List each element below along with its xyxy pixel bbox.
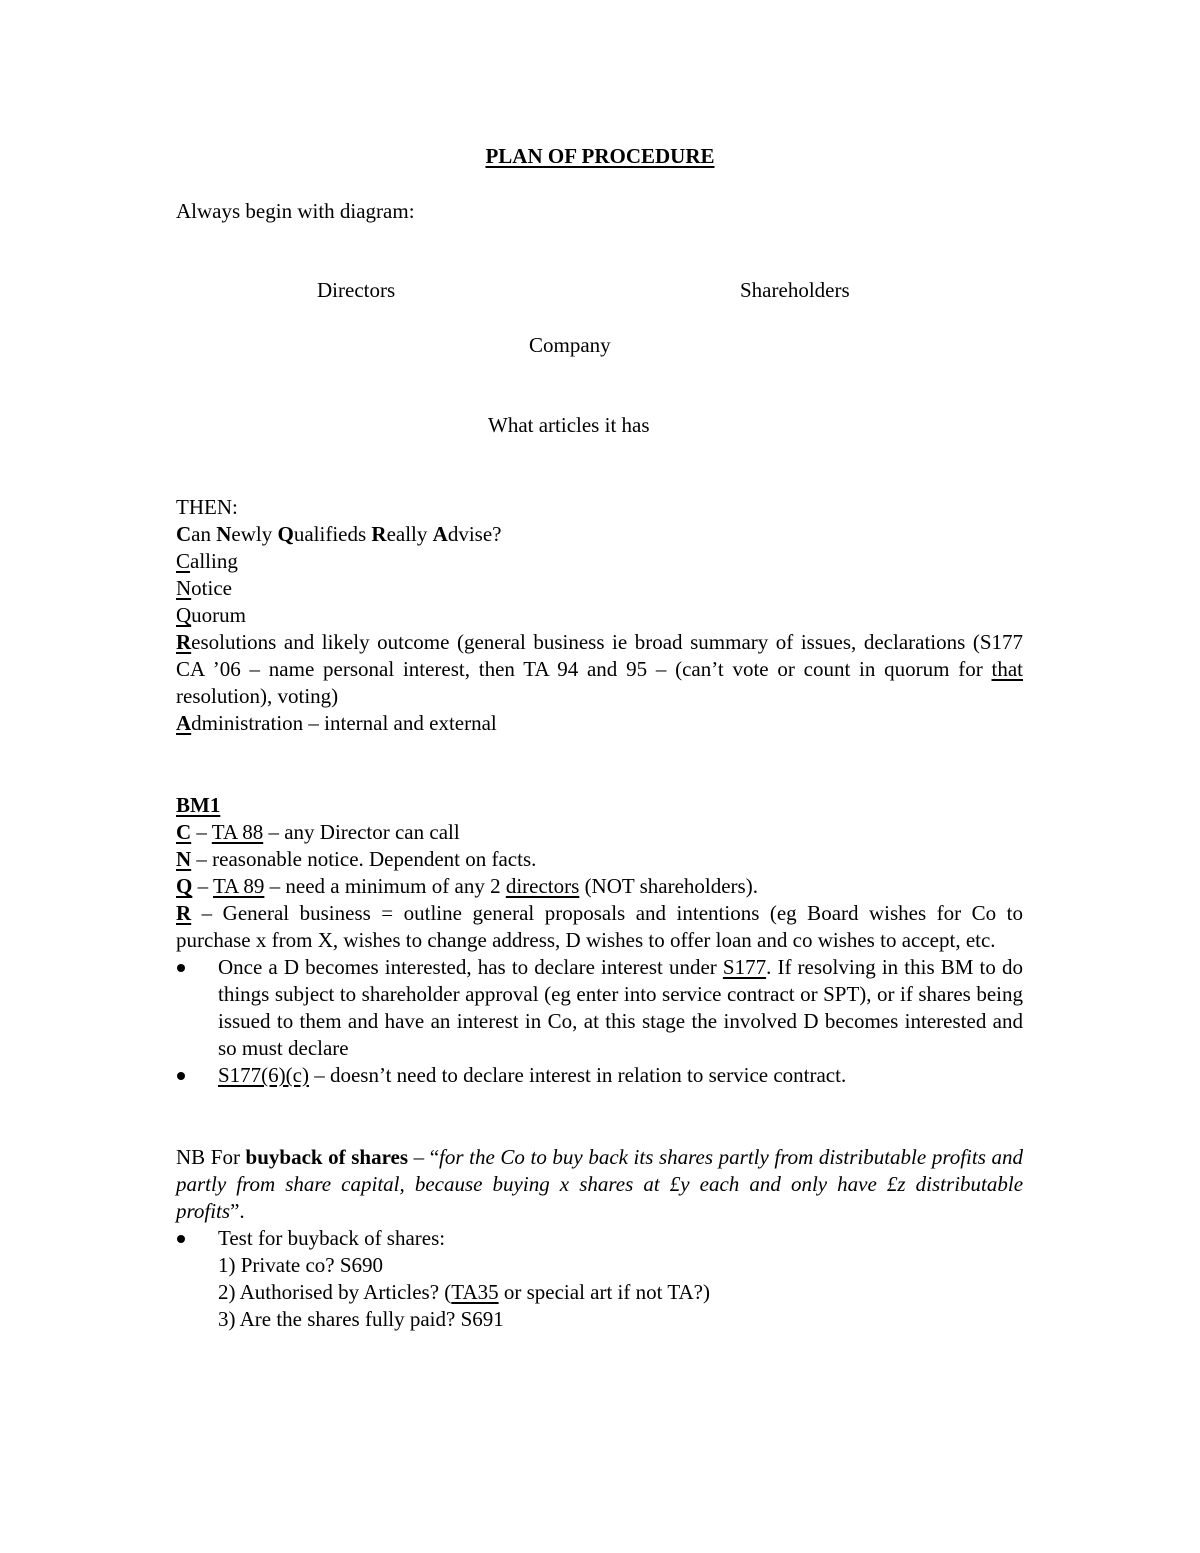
then-heading: THEN: (176, 495, 238, 519)
mnemonic-word: dvise? (447, 522, 502, 546)
item-rest: esolutions and likely outcome (general business ie broad summary of issues, (191, 630, 857, 654)
list-item (176, 1225, 1023, 1252)
item-administration (176, 710, 1023, 737)
bullet-icon (177, 1072, 185, 1080)
bm1-emphasis: directors (505, 874, 580, 898)
buyback-term: buyback of shares (245, 1145, 409, 1169)
test-item: 3) Are the shares fully paid? S691 (218, 1307, 504, 1331)
item-resolutions (176, 629, 1023, 710)
mnemonic-letter: A (432, 522, 448, 546)
bm1-sep: – (191, 820, 212, 844)
test-text: 2) Authorised by Articles? ( (218, 1280, 452, 1304)
item-letter: C (176, 549, 191, 573)
bullet-icon (177, 964, 185, 972)
bm1-text: (NOT shareholders). (579, 874, 758, 898)
buyback-section (176, 1144, 1023, 1333)
buyback-quote-line3: £z distributable profits (176, 1172, 1024, 1223)
bullet-text: Once a D becomes interested, has to declare interest under (218, 955, 723, 979)
buyback-quote-line2: profits and partly from share capital, because buying x shares at £y each and only have (176, 1145, 1023, 1196)
mnemonic-word: ewly (231, 522, 278, 546)
bullet-ref: S177(6)(c) (218, 1063, 309, 1087)
bm1-text: – reasonable notice. Dependent on facts. (191, 847, 537, 871)
item-rest-line3-post: resolution), voting) (176, 684, 339, 708)
bullet-icon (177, 1235, 185, 1243)
mnemonic-line (176, 521, 1023, 548)
bm1-text-line3: accept, etc. (901, 928, 996, 952)
item-rest-line3-pre: count in quorum for (803, 657, 992, 681)
buyback-quote: for the Co to buy back its shares partly from distributable (439, 1145, 927, 1169)
bm1-text: – General business = outline general proposals and intentions (eg Board wishes for Co (191, 901, 997, 925)
bm1-calling (176, 819, 1023, 846)
diagram-directors: Directors (317, 278, 396, 302)
mnemonic-letter: N (216, 522, 232, 546)
bm1-ref: TA 88 (211, 820, 264, 844)
bullet-text: – doesn’t need to declare interest in relation to service contract. (308, 1063, 847, 1087)
buyback-quote-end: ”. (230, 1199, 245, 1223)
then-section (176, 494, 1023, 737)
test-heading: Test for buyback of shares: (218, 1226, 446, 1250)
item-calling (176, 548, 1023, 575)
bm1-letter: C (176, 820, 192, 844)
bullet-text: . If resolving in this (766, 955, 935, 979)
bm1-heading: BM1 (176, 793, 221, 817)
buyback-note (176, 1144, 1023, 1225)
bm1-quorum (176, 873, 1023, 900)
item-rest: dministration – internal and external (191, 711, 497, 735)
mnemonic-letter: C (176, 522, 192, 546)
diagram-company: Company (529, 333, 611, 357)
bm1-letter: Q (176, 874, 193, 898)
bm1-section (176, 792, 1023, 1089)
item-letter: Q (176, 603, 192, 627)
bm1-resolutions (176, 900, 1023, 954)
item-rest: alling (190, 549, 238, 573)
item-rest-line2: declarations (S177 CA ’06 – name personal interest, then TA 94 and 95 – (can’t vote or (176, 630, 1024, 681)
test-item (218, 1279, 1023, 1306)
bullet-text-line2: BM to do things subject to shareholder approval (eg enter into service contract or (218, 955, 1023, 1006)
diagram-shareholders: Shareholders (740, 278, 850, 302)
bm1-notice (176, 846, 1023, 873)
item-emphasis: that (991, 657, 1024, 681)
list-item (176, 954, 1023, 1062)
bm1-text: – any Director can call (263, 820, 460, 844)
item-quorum (176, 602, 1023, 629)
test-ref: TA35 (451, 1280, 499, 1304)
test-item: 1) Private co? S690 (218, 1253, 384, 1277)
mnemonic-letter: R (371, 522, 387, 546)
bm1-text: – need a minimum of any 2 (264, 874, 506, 898)
page-title: PLAN OF PROCEDURE (485, 144, 715, 168)
bm1-ref: TA 89 (212, 874, 265, 898)
bm1-letter: N (176, 847, 192, 871)
bullet-text-line3: SPT), or if shares being issued to them and have an interest in Co, at this stage the (218, 982, 1023, 1033)
test-list (176, 1252, 1023, 1333)
mnemonic-word: ualifieds (293, 522, 372, 546)
item-rest: otice (191, 576, 232, 600)
item-rest: uorum (191, 603, 246, 627)
bm1-sep: – (192, 874, 213, 898)
mnemonic-word: an (191, 522, 217, 546)
mnemonic-word: eally (386, 522, 433, 546)
buyback-dash: – “ (408, 1145, 440, 1169)
bm1-text-line2: to purchase x from X, wishes to change address, D wishes to offer loan and co wishes to (176, 901, 1023, 952)
list-item (176, 1062, 1023, 1089)
intro-text: Always begin with diagram: (176, 199, 415, 223)
bm1-letter: R (176, 901, 192, 925)
item-letter: R (176, 630, 192, 654)
item-notice (176, 575, 1023, 602)
diagram-articles: What articles it has (488, 413, 650, 437)
item-letter: A (176, 711, 192, 735)
buyback-nb: NB For (176, 1145, 246, 1169)
mnemonic-letter: Q (277, 522, 294, 546)
item-letter: N (176, 576, 192, 600)
test-text: or special art if not TA?) (498, 1280, 710, 1304)
bullet-text-line4: involved D becomes interested and so must declare (218, 1009, 1023, 1060)
bullet-ref: S177 (722, 955, 767, 979)
